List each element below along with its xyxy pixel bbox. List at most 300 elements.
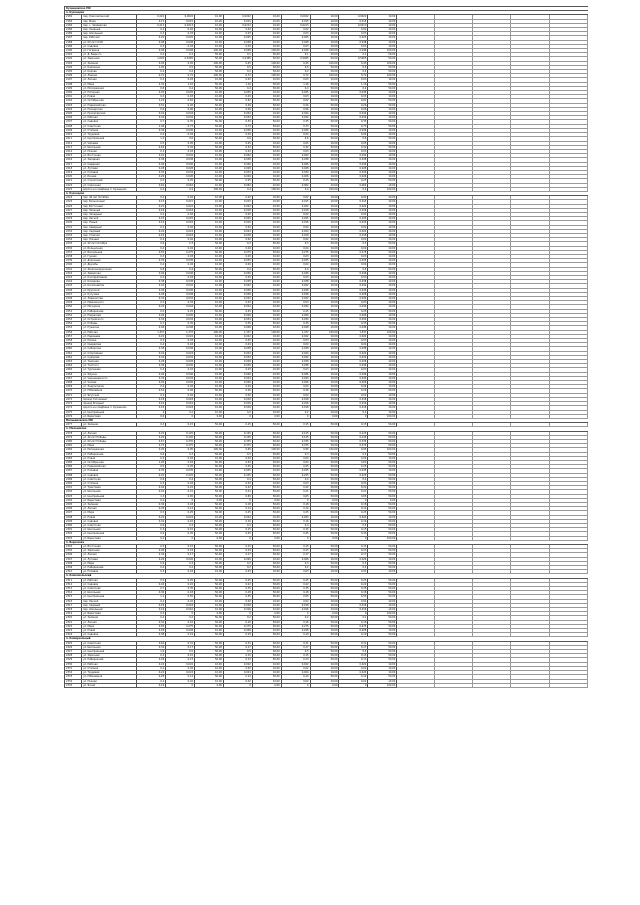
- row-number: 2208: [65, 124, 82, 128]
- value-cell: 10,00: [368, 662, 397, 666]
- value-cell: 0,34: [137, 645, 166, 649]
- value-cell: 10,00: [368, 116, 397, 120]
- value-cell: 10,00: [252, 360, 281, 364]
- value-cell: 10,00: [368, 196, 397, 200]
- value-cell: 10,00: [368, 221, 397, 225]
- row-number: 2322: [65, 624, 82, 628]
- value-cell: 0,35: [339, 120, 368, 124]
- row-number: 2217: [65, 162, 82, 166]
- value-cell: 10,00: [368, 397, 397, 401]
- value-cell: 0,6: [137, 414, 166, 418]
- value-cell: 0,038: [281, 158, 310, 162]
- value-cell: 10,00: [310, 297, 339, 301]
- row-number: 2289: [65, 477, 82, 481]
- value-cell: 0,25: [223, 511, 252, 515]
- row-number: 2311: [65, 578, 82, 582]
- row-number: 2205: [65, 112, 82, 116]
- value-cell: 0,5: [223, 65, 252, 69]
- value-cell: 0,042: [339, 284, 368, 288]
- value-cell: 10,00: [252, 662, 281, 666]
- row-number: 2182: [65, 15, 82, 19]
- value-cell: 0,024: [281, 229, 310, 233]
- road-name: ул. Лесная: [82, 431, 137, 435]
- value-cell: 10,00: [368, 297, 397, 301]
- road-name: ул. Сибирская: [82, 347, 137, 351]
- value-cell: 50,00: [310, 86, 339, 90]
- value-cell: 10,00: [368, 326, 397, 330]
- value-cell: 0,044: [223, 305, 252, 309]
- value-cell: 10,00: [368, 128, 397, 132]
- value-cell: 10,00: [252, 313, 281, 317]
- road-name: ул. Луговая: [82, 557, 137, 561]
- value-cell: 0,4: [223, 86, 252, 90]
- value-cell: 0,15: [281, 654, 310, 658]
- value-cell: 0,3: [137, 612, 166, 616]
- value-cell: 0,24: [137, 515, 166, 519]
- value-cell: 0,04: [166, 246, 195, 250]
- value-cell: 10,00: [195, 19, 224, 23]
- value-cell: 50,00: [310, 650, 339, 654]
- value-cell: 0,65: [281, 494, 310, 498]
- row-number: 2318: [65, 608, 82, 612]
- value-cell: 10,00: [252, 469, 281, 473]
- value-cell: 1,093: [137, 57, 166, 61]
- value-cell: 0,0022: [223, 15, 252, 19]
- value-cell: 0,2: [137, 393, 166, 397]
- value-cell: 0,02: [339, 212, 368, 216]
- value-cell: 10,00: [195, 385, 224, 389]
- value-cell: 10,00: [195, 515, 224, 519]
- value-cell: 0,72: [223, 74, 252, 78]
- row-number: 2187: [65, 36, 82, 40]
- value-cell: 10,00: [310, 481, 339, 485]
- value-cell: 0,125: [339, 431, 368, 435]
- value-cell: 0,6: [166, 137, 195, 141]
- value-cell: 10,00: [368, 402, 397, 406]
- value-cell: 0,025: [223, 36, 252, 40]
- value-cell: 10,00: [252, 229, 281, 233]
- value-cell: 0,042: [223, 154, 252, 158]
- value-cell: 50,00: [195, 57, 224, 61]
- value-cell: 50,00: [195, 250, 224, 254]
- value-cell: 0,03: [166, 301, 195, 305]
- value-cell: 0: [339, 612, 368, 616]
- value-cell: 0,145: [166, 435, 195, 439]
- value-cell: 50,00: [195, 502, 224, 506]
- value-cell: 0,046: [281, 372, 310, 376]
- value-cell: 10,00: [252, 297, 281, 301]
- value-cell: 0,026: [339, 381, 368, 385]
- value-cell: 0,2: [339, 70, 368, 74]
- value-cell: 0,16: [223, 620, 252, 624]
- value-cell: 50,00: [252, 561, 281, 565]
- value-cell: 50,00: [195, 465, 224, 469]
- spreadsheet-page: [64, 6, 588, 899]
- value-cell: 0,022: [281, 334, 310, 338]
- row-number: 2246: [65, 288, 82, 292]
- value-cell: 50,00: [195, 675, 224, 679]
- row-number: 2245: [65, 284, 82, 288]
- value-cell: 0,145: [281, 435, 310, 439]
- value-cell: 0: [223, 498, 252, 502]
- value-cell: 50,00: [310, 389, 339, 393]
- value-cell: 50,00: [252, 444, 281, 448]
- row-number: 2186: [65, 32, 82, 36]
- value-cell: 0,36: [137, 502, 166, 506]
- row-number: 2184: [65, 23, 82, 27]
- value-cell: 0,36: [137, 288, 166, 292]
- value-cell: 0,016: [223, 608, 252, 612]
- road-name: пер. Школьный: [82, 608, 137, 612]
- value-cell: 50,00: [368, 124, 397, 128]
- value-cell: 0,18: [339, 502, 368, 506]
- road-name: ул. Новая: [82, 95, 137, 99]
- value-cell: 0,28: [137, 166, 166, 170]
- value-cell: 0,14: [339, 507, 368, 511]
- value-cell: 0,02: [281, 225, 310, 229]
- value-cell: 10,00: [252, 40, 281, 44]
- value-cell: 50,00: [310, 65, 339, 69]
- value-cell: 10,00: [368, 233, 397, 237]
- value-cell: 0,19: [339, 633, 368, 637]
- value-cell: 50,00: [195, 532, 224, 536]
- value-cell: 50,00: [252, 633, 281, 637]
- value-cell: 50,00: [310, 553, 339, 557]
- value-cell: 0,03: [281, 481, 310, 485]
- value-cell: 0,015: [166, 19, 195, 23]
- value-cell: 10,00: [310, 347, 339, 351]
- value-cell: 50,00: [368, 502, 397, 506]
- value-cell: 0,16: [166, 519, 195, 523]
- value-cell: 100,00: [368, 612, 397, 616]
- road-name: ул. Первомайская: [82, 103, 137, 107]
- value-cell: 0,2: [137, 212, 166, 216]
- value-cell: 0,028: [339, 292, 368, 296]
- road-name: ул. Мичурина: [82, 305, 137, 309]
- value-cell: 10,00: [195, 170, 224, 174]
- value-cell: 10,00: [252, 221, 281, 225]
- value-cell: 0,1: [223, 53, 252, 57]
- road-name: пер. Рабочий: [82, 36, 137, 40]
- value-cell: 0,25: [223, 309, 252, 313]
- road-name: ул. Лесная: [82, 620, 137, 624]
- value-cell: 50,00: [195, 486, 224, 490]
- value-cell: 10,00: [195, 284, 224, 288]
- value-cell: 10,00: [310, 381, 339, 385]
- value-cell: 50,00: [252, 86, 281, 90]
- road-name: пер. Восточный: [82, 204, 137, 208]
- value-cell: 0,026: [339, 313, 368, 317]
- value-cell: 10,00: [195, 301, 224, 305]
- value-cell: 10,00: [310, 608, 339, 612]
- value-cell: 0,024: [281, 515, 310, 519]
- value-cell: 0,22: [137, 204, 166, 208]
- value-cell: 50,00: [310, 439, 339, 443]
- value-cell: 0,02: [281, 196, 310, 200]
- value-cell: 100,00: [368, 683, 397, 687]
- value-cell: 0,55: [137, 624, 166, 628]
- road-name: ул. Лермонтова: [82, 297, 137, 301]
- value-cell: 0,016: [281, 402, 310, 406]
- value-cell: 0,042: [223, 284, 252, 288]
- value-cell: 0,25: [339, 578, 368, 582]
- row-number: 2244: [65, 280, 82, 284]
- value-cell: 0,35: [166, 120, 195, 124]
- value-cell: 0,04: [339, 343, 368, 347]
- value-cell: 10,00: [195, 259, 224, 263]
- value-cell: 50,00: [368, 435, 397, 439]
- row-number: 2293: [65, 494, 82, 498]
- value-cell: 10,00: [195, 599, 224, 603]
- value-cell: 0,3: [137, 545, 166, 549]
- road-name: ул. Кутузова: [82, 292, 137, 296]
- road-name: проезд Ягодный: [82, 402, 137, 406]
- row-number: 2238: [65, 254, 82, 258]
- road-name: ул. Чапаева: [82, 141, 137, 145]
- value-cell: 50,00: [252, 423, 281, 427]
- value-cell: 0,73: [339, 124, 368, 128]
- row-number: 2291: [65, 486, 82, 490]
- value-cell: 0,44: [137, 305, 166, 309]
- value-cell: 0,26: [339, 389, 368, 393]
- value-cell: 0,03: [281, 32, 310, 36]
- value-cell: 0,045: [281, 91, 310, 95]
- value-cell: 0,4: [339, 477, 368, 481]
- value-cell: 0,3: [137, 254, 166, 258]
- row-number: 2236: [65, 246, 82, 250]
- value-cell: 10,00: [368, 557, 397, 561]
- value-cell: 50,00: [252, 578, 281, 582]
- value-cell: 50,00: [310, 242, 339, 246]
- document-header-title: Кузнецовское МО: [65, 7, 137, 11]
- value-cell: 0,3: [223, 561, 252, 565]
- value-cell: 50,00: [310, 591, 339, 595]
- row-number: 2307: [65, 557, 82, 561]
- value-cell: 0,04: [281, 246, 310, 250]
- value-cell: 0,04: [339, 246, 368, 250]
- value-cell: 0,016: [281, 608, 310, 612]
- road-name: ул. Центральная: [82, 137, 137, 141]
- value-cell: 0,32: [137, 297, 166, 301]
- value-cell: 0,026: [223, 381, 252, 385]
- row-number: 2213: [65, 145, 82, 149]
- value-cell: 0,15: [339, 545, 368, 549]
- value-cell: 1,0: [137, 650, 166, 654]
- value-cell: 100,00: [368, 74, 397, 78]
- road-name: ул. Некрасова: [82, 313, 137, 317]
- value-cell: 0,00: [252, 612, 281, 616]
- value-cell: 0,275: [281, 250, 310, 254]
- road-name: ул. Рабочая: [82, 578, 137, 582]
- value-cell: 10,00: [310, 599, 339, 603]
- value-cell: 0,2: [166, 616, 195, 620]
- value-cell: 50,00: [310, 624, 339, 628]
- value-cell: 50,00: [252, 103, 281, 107]
- road-name: пер. Новый: [82, 221, 137, 225]
- value-cell: 10,00: [195, 217, 224, 221]
- value-cell: 50,00: [368, 460, 397, 464]
- value-cell: 0,16: [166, 620, 195, 624]
- value-cell: 0,00: [310, 414, 339, 418]
- value-cell: 0,016: [223, 221, 252, 225]
- value-cell: 0,038: [223, 347, 252, 351]
- value-cell: 0,2: [137, 679, 166, 683]
- road-name: пер. Западный: [82, 212, 137, 216]
- value-cell: 0,32: [137, 519, 166, 523]
- road-name: ул. Новая: [82, 515, 137, 519]
- value-cell: 0,02: [166, 238, 195, 242]
- value-cell: 0: [166, 414, 195, 418]
- value-cell: 0,42: [137, 154, 166, 158]
- value-cell: 0,04: [281, 343, 310, 347]
- value-cell: 0,024: [166, 671, 195, 675]
- row-number: 2278: [65, 431, 82, 435]
- road-name: ул. Новая: [82, 456, 137, 460]
- value-cell: 0,38: [137, 347, 166, 351]
- value-cell: 10,00: [368, 78, 397, 82]
- row-number: 2267: [65, 376, 82, 380]
- empty-cell: [435, 683, 473, 687]
- value-cell: 0,034: [339, 318, 368, 322]
- value-cell: 0,2: [223, 410, 252, 414]
- value-cell: 50,00: [310, 486, 339, 490]
- road-name: ул. Центральная: [82, 532, 137, 536]
- value-cell: 0,062: [166, 183, 195, 187]
- value-cell: 0,14: [281, 507, 310, 511]
- value-cell: 1,337: [281, 330, 310, 334]
- value-cell: 50,00: [195, 452, 224, 456]
- value-cell: 0,3: [137, 301, 166, 305]
- value-cell: 50,00: [368, 578, 397, 582]
- value-cell: 0,72: [339, 74, 368, 78]
- value-cell: 0,045: [339, 91, 368, 95]
- value-cell: 0,2: [137, 666, 166, 670]
- value-cell: 0: [281, 683, 310, 687]
- value-cell: 0,022: [166, 204, 195, 208]
- value-cell: 0,145: [339, 435, 368, 439]
- row-number: 2228: [65, 212, 82, 216]
- value-cell: 0,00: [368, 498, 397, 502]
- value-cell: 10,00: [195, 221, 224, 225]
- row-number: 2192: [65, 57, 82, 61]
- value-cell: 0,25: [339, 465, 368, 469]
- value-cell: 0,95: [137, 448, 166, 452]
- value-cell: 0,3: [137, 95, 166, 99]
- value-cell: 50,00: [368, 566, 397, 570]
- row-number: 2320: [65, 616, 82, 620]
- value-cell: 0,5: [137, 141, 166, 145]
- value-cell: 0,275: [339, 250, 368, 254]
- road-name: ул. Трудовая: [82, 133, 137, 137]
- row-number: 2285: [65, 460, 82, 464]
- value-cell: 0,3: [137, 44, 166, 48]
- value-cell: 0,048: [166, 49, 195, 53]
- value-cell: 50,00: [195, 587, 224, 591]
- value-cell: 50,00: [368, 549, 397, 553]
- value-cell: 0,52: [137, 103, 166, 107]
- value-cell: 10,00: [195, 364, 224, 368]
- value-cell: 0,225: [281, 473, 310, 477]
- road-name: ул. Южная: [82, 679, 137, 683]
- value-cell: 0,022: [281, 662, 310, 666]
- value-cell: 50,00: [252, 616, 281, 620]
- value-cell: 10,00: [195, 339, 224, 343]
- value-cell: 10,00: [252, 406, 281, 410]
- value-cell: 0,04: [281, 456, 310, 460]
- empty-cell: [511, 683, 549, 687]
- value-cell: 0,35: [281, 322, 310, 326]
- value-cell: 0,22: [281, 486, 310, 490]
- value-cell: 0,048: [223, 40, 252, 44]
- value-cell: 10,00: [195, 397, 224, 401]
- value-cell: 0,15: [137, 200, 166, 204]
- road-name: пер. Садовый: [82, 603, 137, 607]
- value-cell: 0,28: [137, 675, 166, 679]
- value-cell: 50,00: [368, 675, 397, 679]
- value-cell: 0,042: [339, 154, 368, 158]
- row-number: 2239: [65, 259, 82, 263]
- value-cell: 10,00: [195, 15, 224, 19]
- value-cell: 50,00: [195, 99, 224, 103]
- value-cell: 0,03: [166, 276, 195, 280]
- value-cell: 100,00: [310, 49, 339, 53]
- value-cell: 10,00: [195, 212, 224, 216]
- value-cell: 10,00: [252, 44, 281, 48]
- row-number: 2280: [65, 439, 82, 443]
- value-cell: 50,00: [195, 519, 224, 523]
- value-cell: 0,018: [223, 397, 252, 401]
- value-cell: 0,32: [339, 145, 368, 149]
- value-cell: 0,032: [166, 355, 195, 359]
- value-cell: 10,00: [195, 162, 224, 166]
- value-cell: 0,19: [223, 633, 252, 637]
- row-number: 2211: [65, 137, 82, 141]
- road-name: ул. Таежная: [82, 360, 137, 364]
- row-number: 2198: [65, 82, 82, 86]
- value-cell: 0: [281, 536, 310, 540]
- value-cell: 0,35: [339, 322, 368, 326]
- value-cell: 0,03: [223, 368, 252, 372]
- value-cell: 10,00: [195, 355, 224, 359]
- value-cell: 10,00: [195, 91, 224, 95]
- road-name: ул. Дружбы: [82, 263, 137, 267]
- value-cell: 0,038: [166, 280, 195, 284]
- road-name: ул. Октябрьская: [82, 460, 137, 464]
- value-cell: 0,02: [281, 666, 310, 670]
- value-cell: 10,00: [368, 603, 397, 607]
- value-cell: 0,18: [137, 603, 166, 607]
- value-cell: 0,35: [281, 120, 310, 124]
- value-cell: 10,00: [252, 608, 281, 612]
- row-number: 2290: [65, 481, 82, 485]
- value-cell: 0,5: [137, 179, 166, 183]
- road-name: ул. Лесная: [82, 78, 137, 82]
- road-name: ул. Южная: [82, 149, 137, 153]
- value-cell: 0,3: [137, 32, 166, 36]
- road-name: ул. Лесная: [82, 507, 137, 511]
- value-cell: 10,00: [195, 280, 224, 284]
- value-cell: 10,00: [310, 23, 339, 27]
- value-cell: 50,00: [368, 57, 397, 61]
- road-name: пер. Озерный: [82, 28, 137, 32]
- value-cell: 0,044: [281, 112, 310, 116]
- value-cell: 10,00: [368, 629, 397, 633]
- value-cell: 0,26: [166, 389, 195, 393]
- value-cell: 0,03: [223, 149, 252, 153]
- value-cell: 50,00: [310, 616, 339, 620]
- value-cell: 0,32: [137, 116, 166, 120]
- value-cell: 0,16: [137, 221, 166, 225]
